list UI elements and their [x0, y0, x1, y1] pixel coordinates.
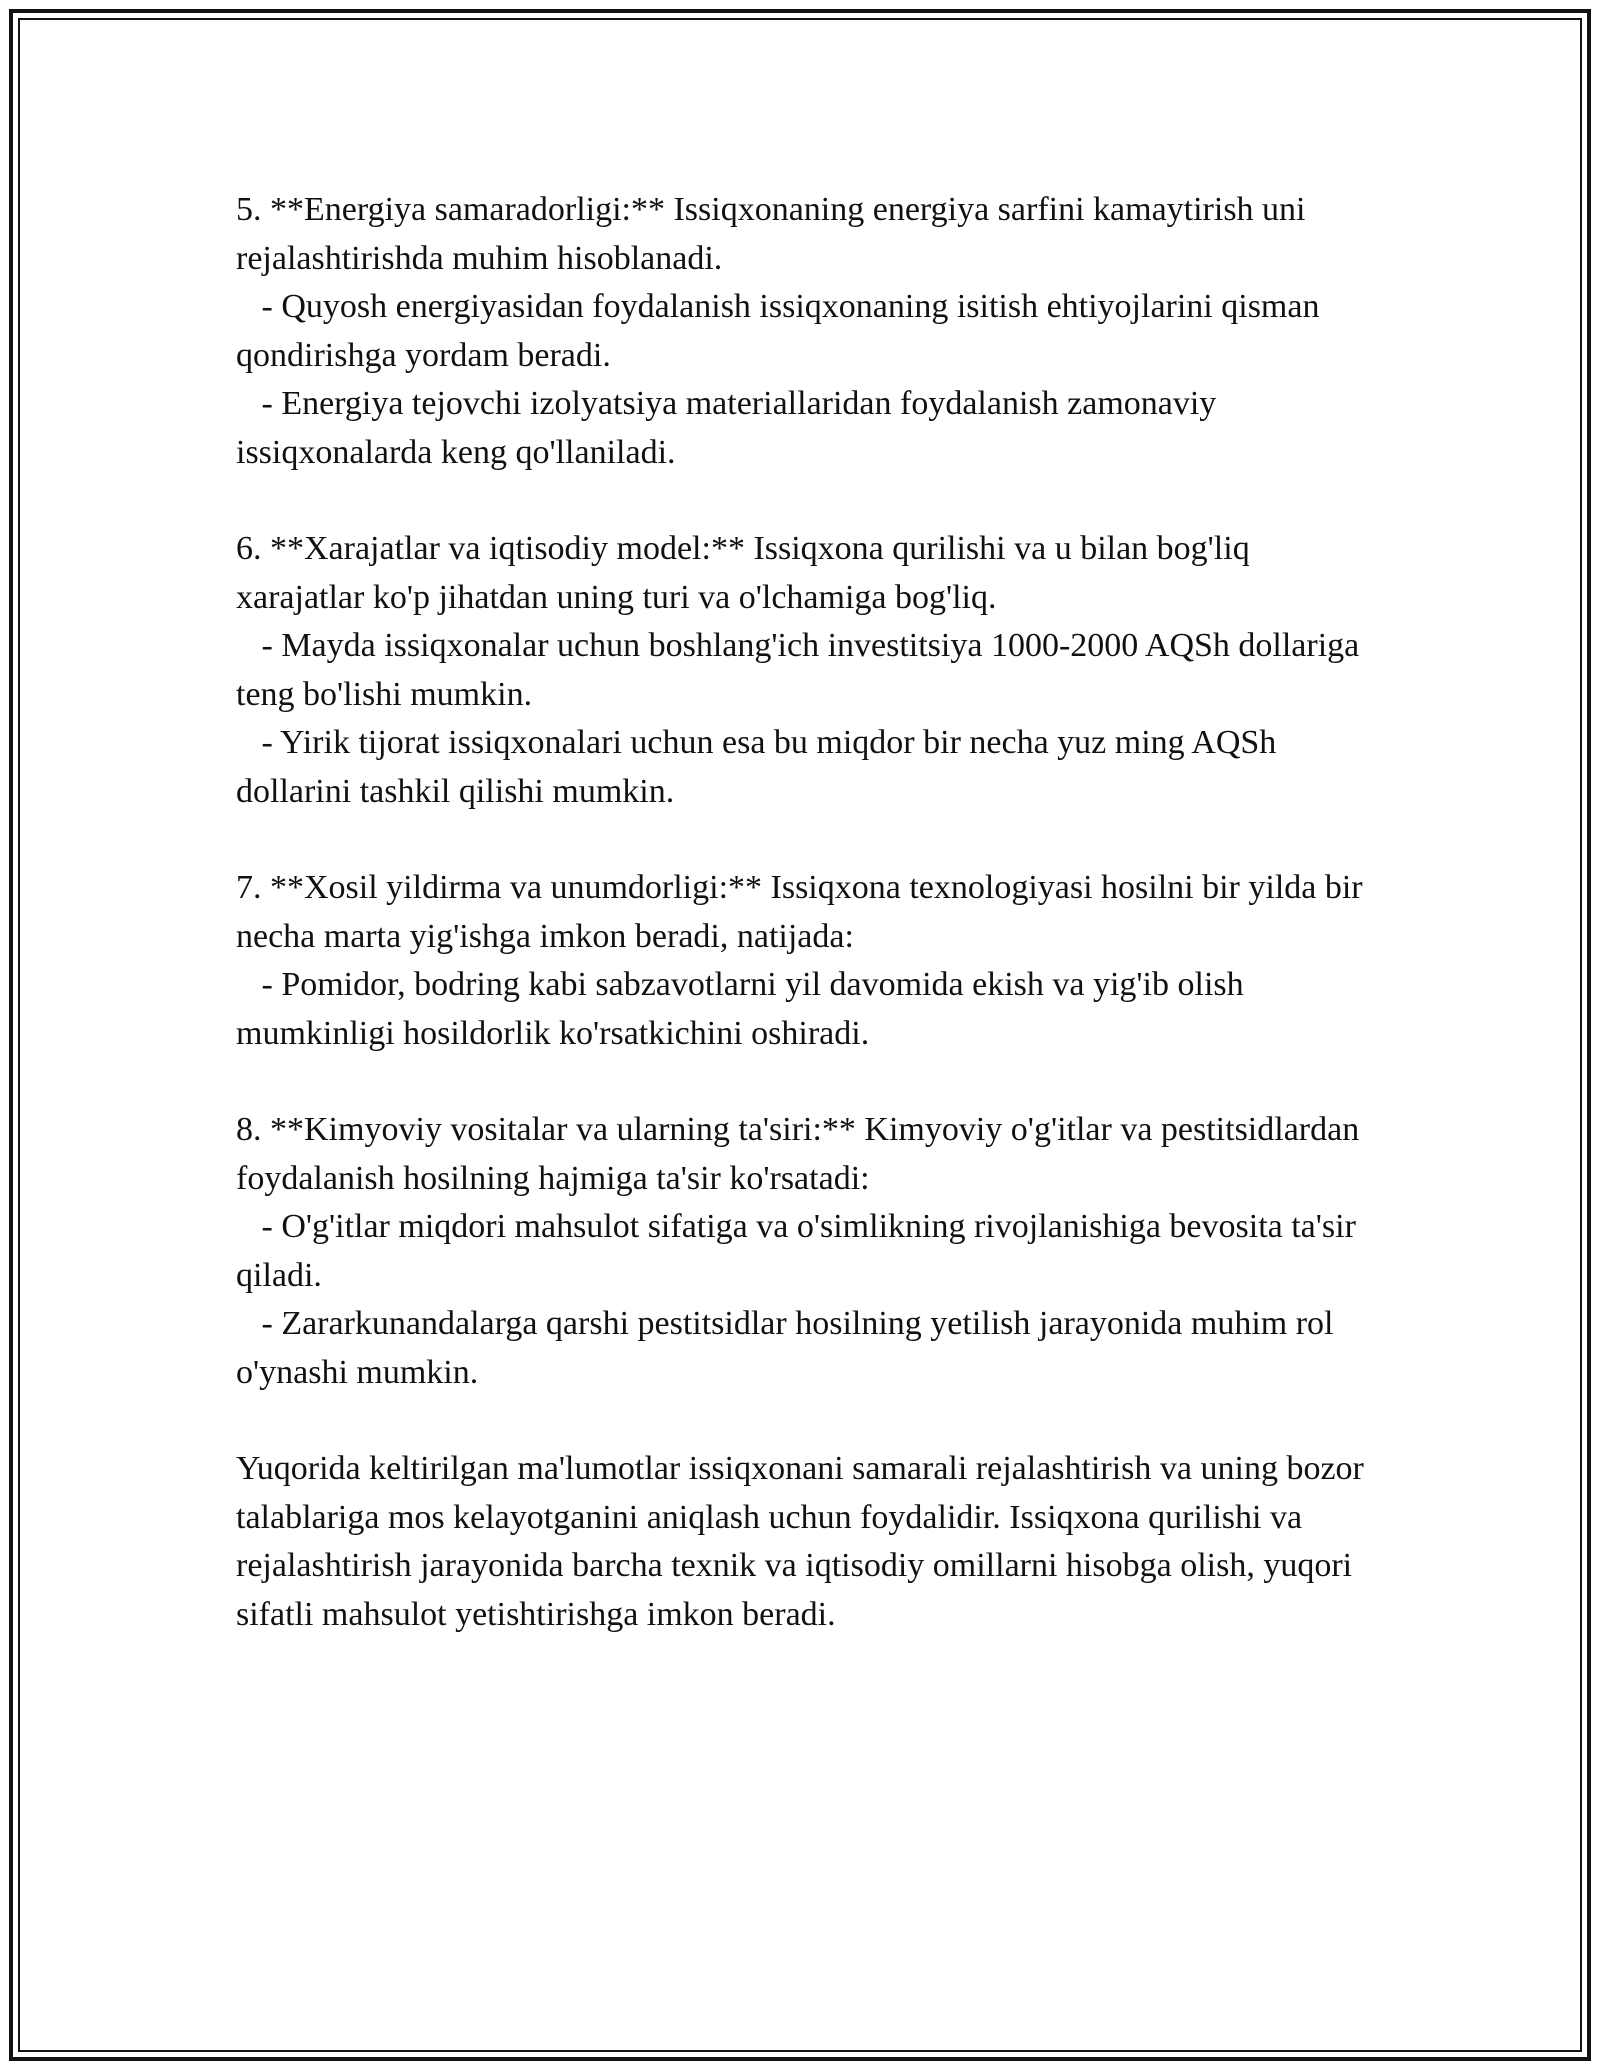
bullet-item: - Pomidor, bodring kabi sabzavotlarni yil davomida ekish va yig'ib olish mumkinligi hosildorlik ko'rsatkichini oshiradi.	[236, 966, 1253, 1052]
section-heading-line: 6. **Xarajatlar va iqtisodiy model:** Issiqxona qurilishi va u bilan bog'liq xarajatlar ko'p jihatdan uning turi va o'lchamiga bog'liq.	[236, 530, 1259, 616]
section-heading-line: 5. **Energiya samaradorligi:** Issiqxonaning energiya sarfini kamaytirish uni rejalashtirishda muhim hisoblanadi.	[236, 191, 1315, 277]
bullet-item: - Quyosh energiyasidan foydalanish issiqxonaning isitish ehtiyojlarini qisman qondirishga yordam beradi.	[236, 288, 1328, 374]
bullet-item: - Energiya tejovchi izolyatsiya materiallaridan foydalanish zamonaviy issiqxonalarda keng qo'llaniladi.	[236, 385, 1225, 471]
bullet-item: - Mayda issiqxonalar uchun boshlang'ich investitsiya 1000-2000 AQSh dollariga teng bo'lishi mumkin.	[236, 627, 1368, 713]
conclusion-section	[236, 1445, 1376, 1639]
bullet-item: - Yirik tijorat issiqxonalari uchun esa bu miqdor bir necha yuz ming AQSh dollarini tashkil qilishi mumkin.	[236, 724, 1285, 810]
conclusion-paragraph: Yuqorida keltirilgan ma'lumotlar issiqxonani samarali rejalashtirish va uning bozor talablariga mos kelayotganini aniqlash uchun foydalidir. Issiqxona qurilishi va rejalashtirish jarayonida barcha texnik va iqtisodiy omillarni hisobga olish, yuqori sifatli mahsulot yetishtirishga imkon beradi.	[236, 1450, 1373, 1633]
section-7	[236, 864, 1376, 1058]
section-6	[236, 525, 1376, 816]
bullet-item: - Zararkunandalarga qarshi pestitsidlar hosilning yetilish jarayonida muhim rol o'ynashi mumkin.	[236, 1305, 1342, 1391]
section-5	[236, 186, 1376, 477]
document-body	[236, 186, 1376, 1687]
section-8	[236, 1106, 1376, 1397]
section-heading-line: 8. **Kimyoviy vositalar va ularning ta'siri:** Kimyoviy o'g'itlar va pestitsidlardan foydalanish hosilning hajmiga ta'sir ko'rsatadi:	[236, 1111, 1368, 1197]
bullet-item: - O'g'itlar miqdori mahsulot sifatiga va o'simlikning rivojlanishiga bevosita ta'sir qiladi.	[236, 1208, 1365, 1294]
section-heading-line: 7. **Xosil yildirma va unumdorligi:** Issiqxona texnologiyasi hosilni bir yilda bir necha marta yig'ishga imkon beradi, natijada:	[236, 869, 1372, 955]
